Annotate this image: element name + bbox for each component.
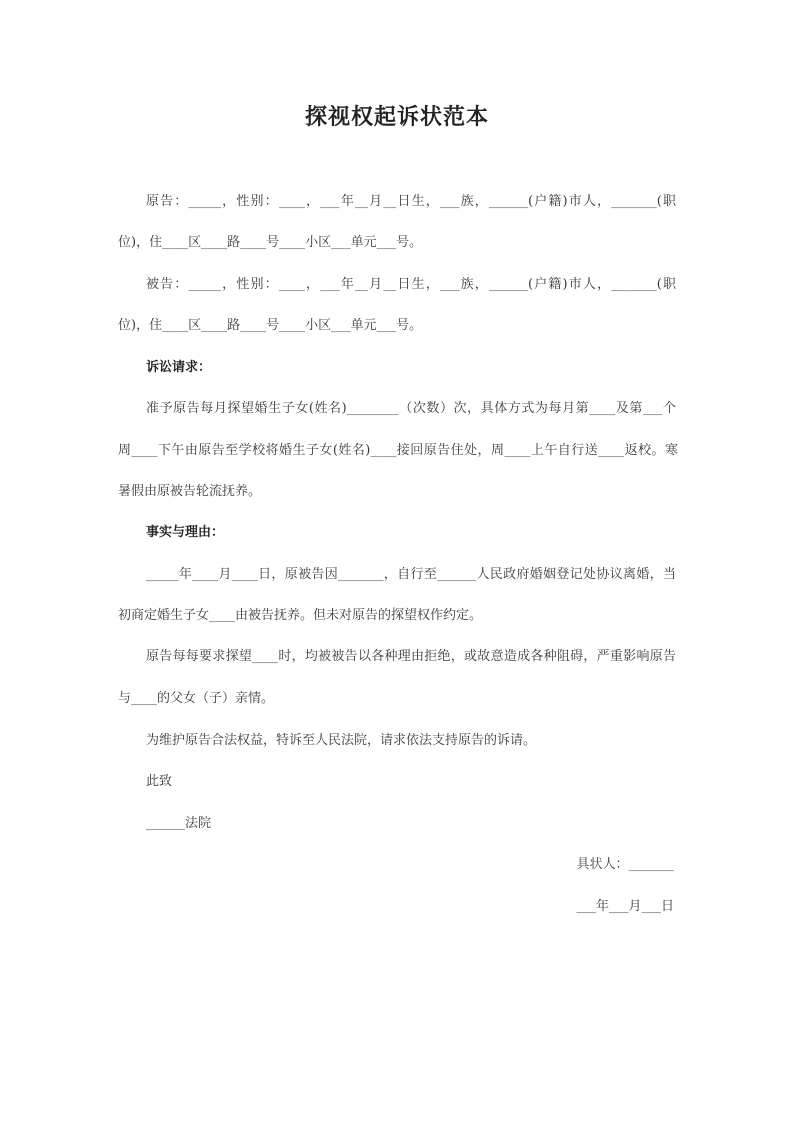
facts-p3-line-1: 为维护原告合法权益，特诉至人民法院，请求依法支持原告的诉请。 [146, 733, 537, 748]
claims-line-3: 暑假由原被告轮流抚养。 [118, 484, 262, 499]
document-title: 探视权起诉状范本 [304, 104, 489, 130]
facts-p1-line-1: _____年____月____日，原被告因_______，自行至______人民政府婚姻登记处协议离婚，当 [146, 567, 676, 582]
closing-salutation: 此致 [146, 774, 173, 789]
closing-signer: 具状人：_______ [576, 857, 674, 872]
facts-p2-line-2: 与____的父女（子）亲情。 [118, 691, 275, 706]
claims-line-1: 准予原告每月探望婚生子女(姓名)________（次数）次，具体方式为每月第____及第___个 [146, 401, 676, 416]
closing-date: ___年___月___日 [576, 899, 674, 914]
claims-line-2: 周____下午由原告至学校将婚生子女(姓名)____接回原告住处，周____上午自行送____返校。寒 [118, 443, 678, 458]
facts-p1-line-2: 初商定婚生子女____由被告抚养。但未对原告的探望权作约定。 [118, 608, 483, 623]
defendant-line-1: 被告：_____，性别：____，___年__月__日生，___族，______(户籍)市人，_______(职 [146, 277, 676, 292]
facts-heading: 事实与理由： [146, 525, 225, 540]
closing-court: ______法院 [146, 816, 212, 831]
plaintiff-line-1: 原告：_____，性别：____，___年__月__日生，___族，______(户籍)市人，_______(职 [146, 194, 676, 209]
claims-heading: 诉讼请求： [146, 360, 212, 375]
facts-p2-line-1: 原告每每要求探望____时，均被被告以各种理由拒绝，或故意造成各种阻碍，严重影响原告 [146, 649, 676, 664]
defendant-line-2: 位)，住____区____路____号____小区___单元___号。 [118, 318, 423, 333]
plaintiff-line-2: 位)，住____区____路____号____小区___单元___号。 [118, 235, 423, 250]
